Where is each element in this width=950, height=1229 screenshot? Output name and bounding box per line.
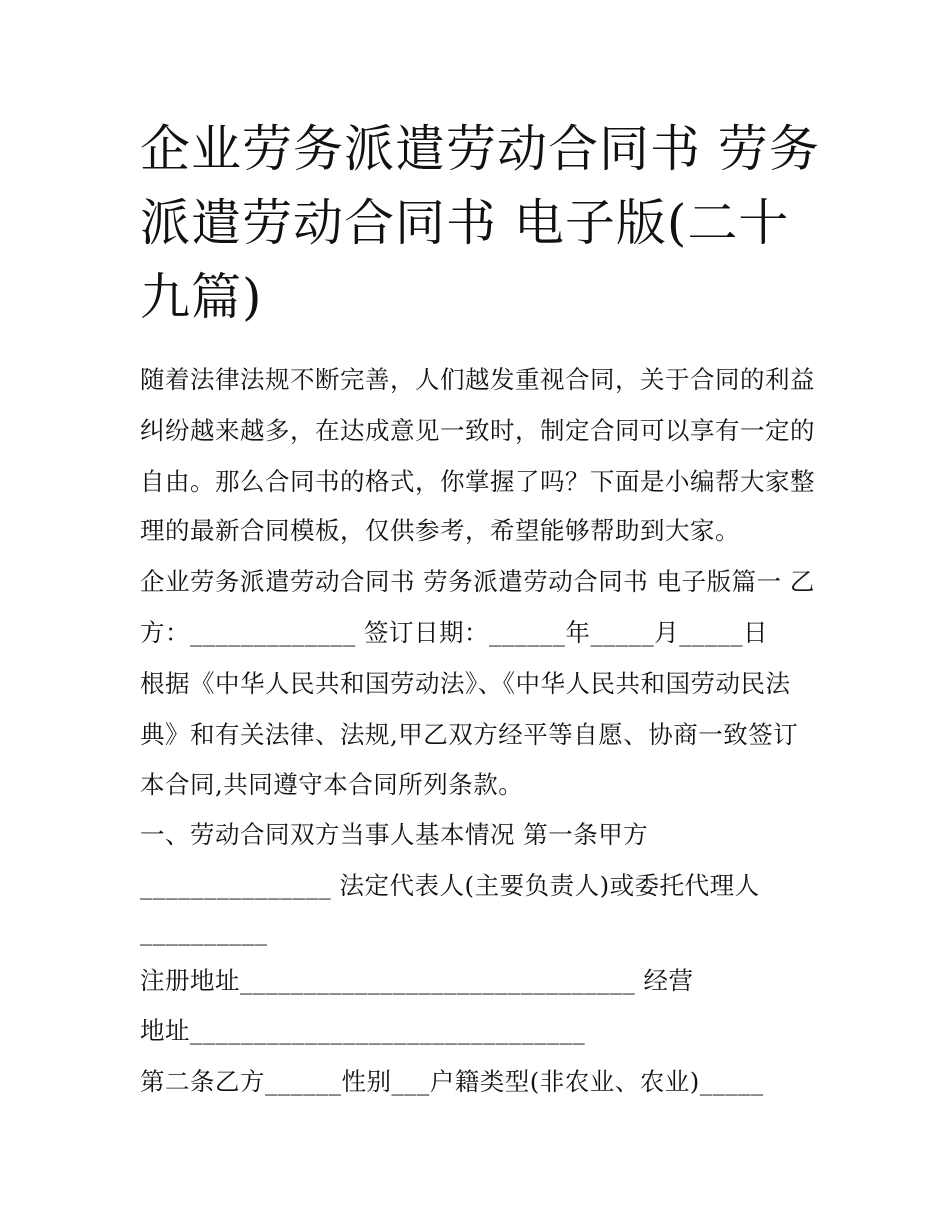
body-line: 自由。那么合同书的格式，你掌握了吗？下面是小编帮大家整 xyxy=(140,467,815,496)
body-line: 第二条乙方______性别___户籍类型(非农业、农业)_____ xyxy=(140,1067,764,1096)
document-title xyxy=(140,112,820,334)
body-line: 注册地址_______________________________ 经营 xyxy=(140,966,694,995)
body-line: 地址_______________________________ xyxy=(140,1016,586,1045)
body-line: _______________ 法定代表人(主要负责人)或委托代理人 xyxy=(140,871,760,900)
body-line: 本合同,共同遵守本合同所列条款。 xyxy=(140,770,524,799)
body-line: 一、劳动合同双方当事人基本情况 第一条甲方 xyxy=(140,820,649,849)
title-line: 企业劳务派遣劳动合同书 劳务 xyxy=(140,120,820,178)
body-line: 根据《中华人民共和国劳动法》、《中华人民共和国劳动民法 xyxy=(140,669,791,698)
body-line: 随着法律法规不断完善，人们越发重视合同，关于合同的利益 xyxy=(140,365,815,394)
body-line: 企业劳务派遣劳动合同书 劳务派遣劳动合同书 电子版篇一 乙 xyxy=(140,567,815,596)
body-line: 理的最新合同模板，仅供参考，希望能够帮助到大家。 xyxy=(140,516,740,545)
body-line: __________ xyxy=(140,917,268,946)
title-line: 派遣劳动合同书 电子版(二十 xyxy=(140,194,790,252)
body-line: 典》和有关法律、法规,甲乙双方经平等自愿、协商一致签订 xyxy=(140,720,799,749)
body-line: 纠纷越来越多，在达成意见一致时，制定合同可以享有一定的 xyxy=(140,416,815,445)
body-line: 方：_____________ 签订日期：______年_____月_____日 xyxy=(140,618,769,647)
title-line: 九篇) xyxy=(140,268,263,326)
